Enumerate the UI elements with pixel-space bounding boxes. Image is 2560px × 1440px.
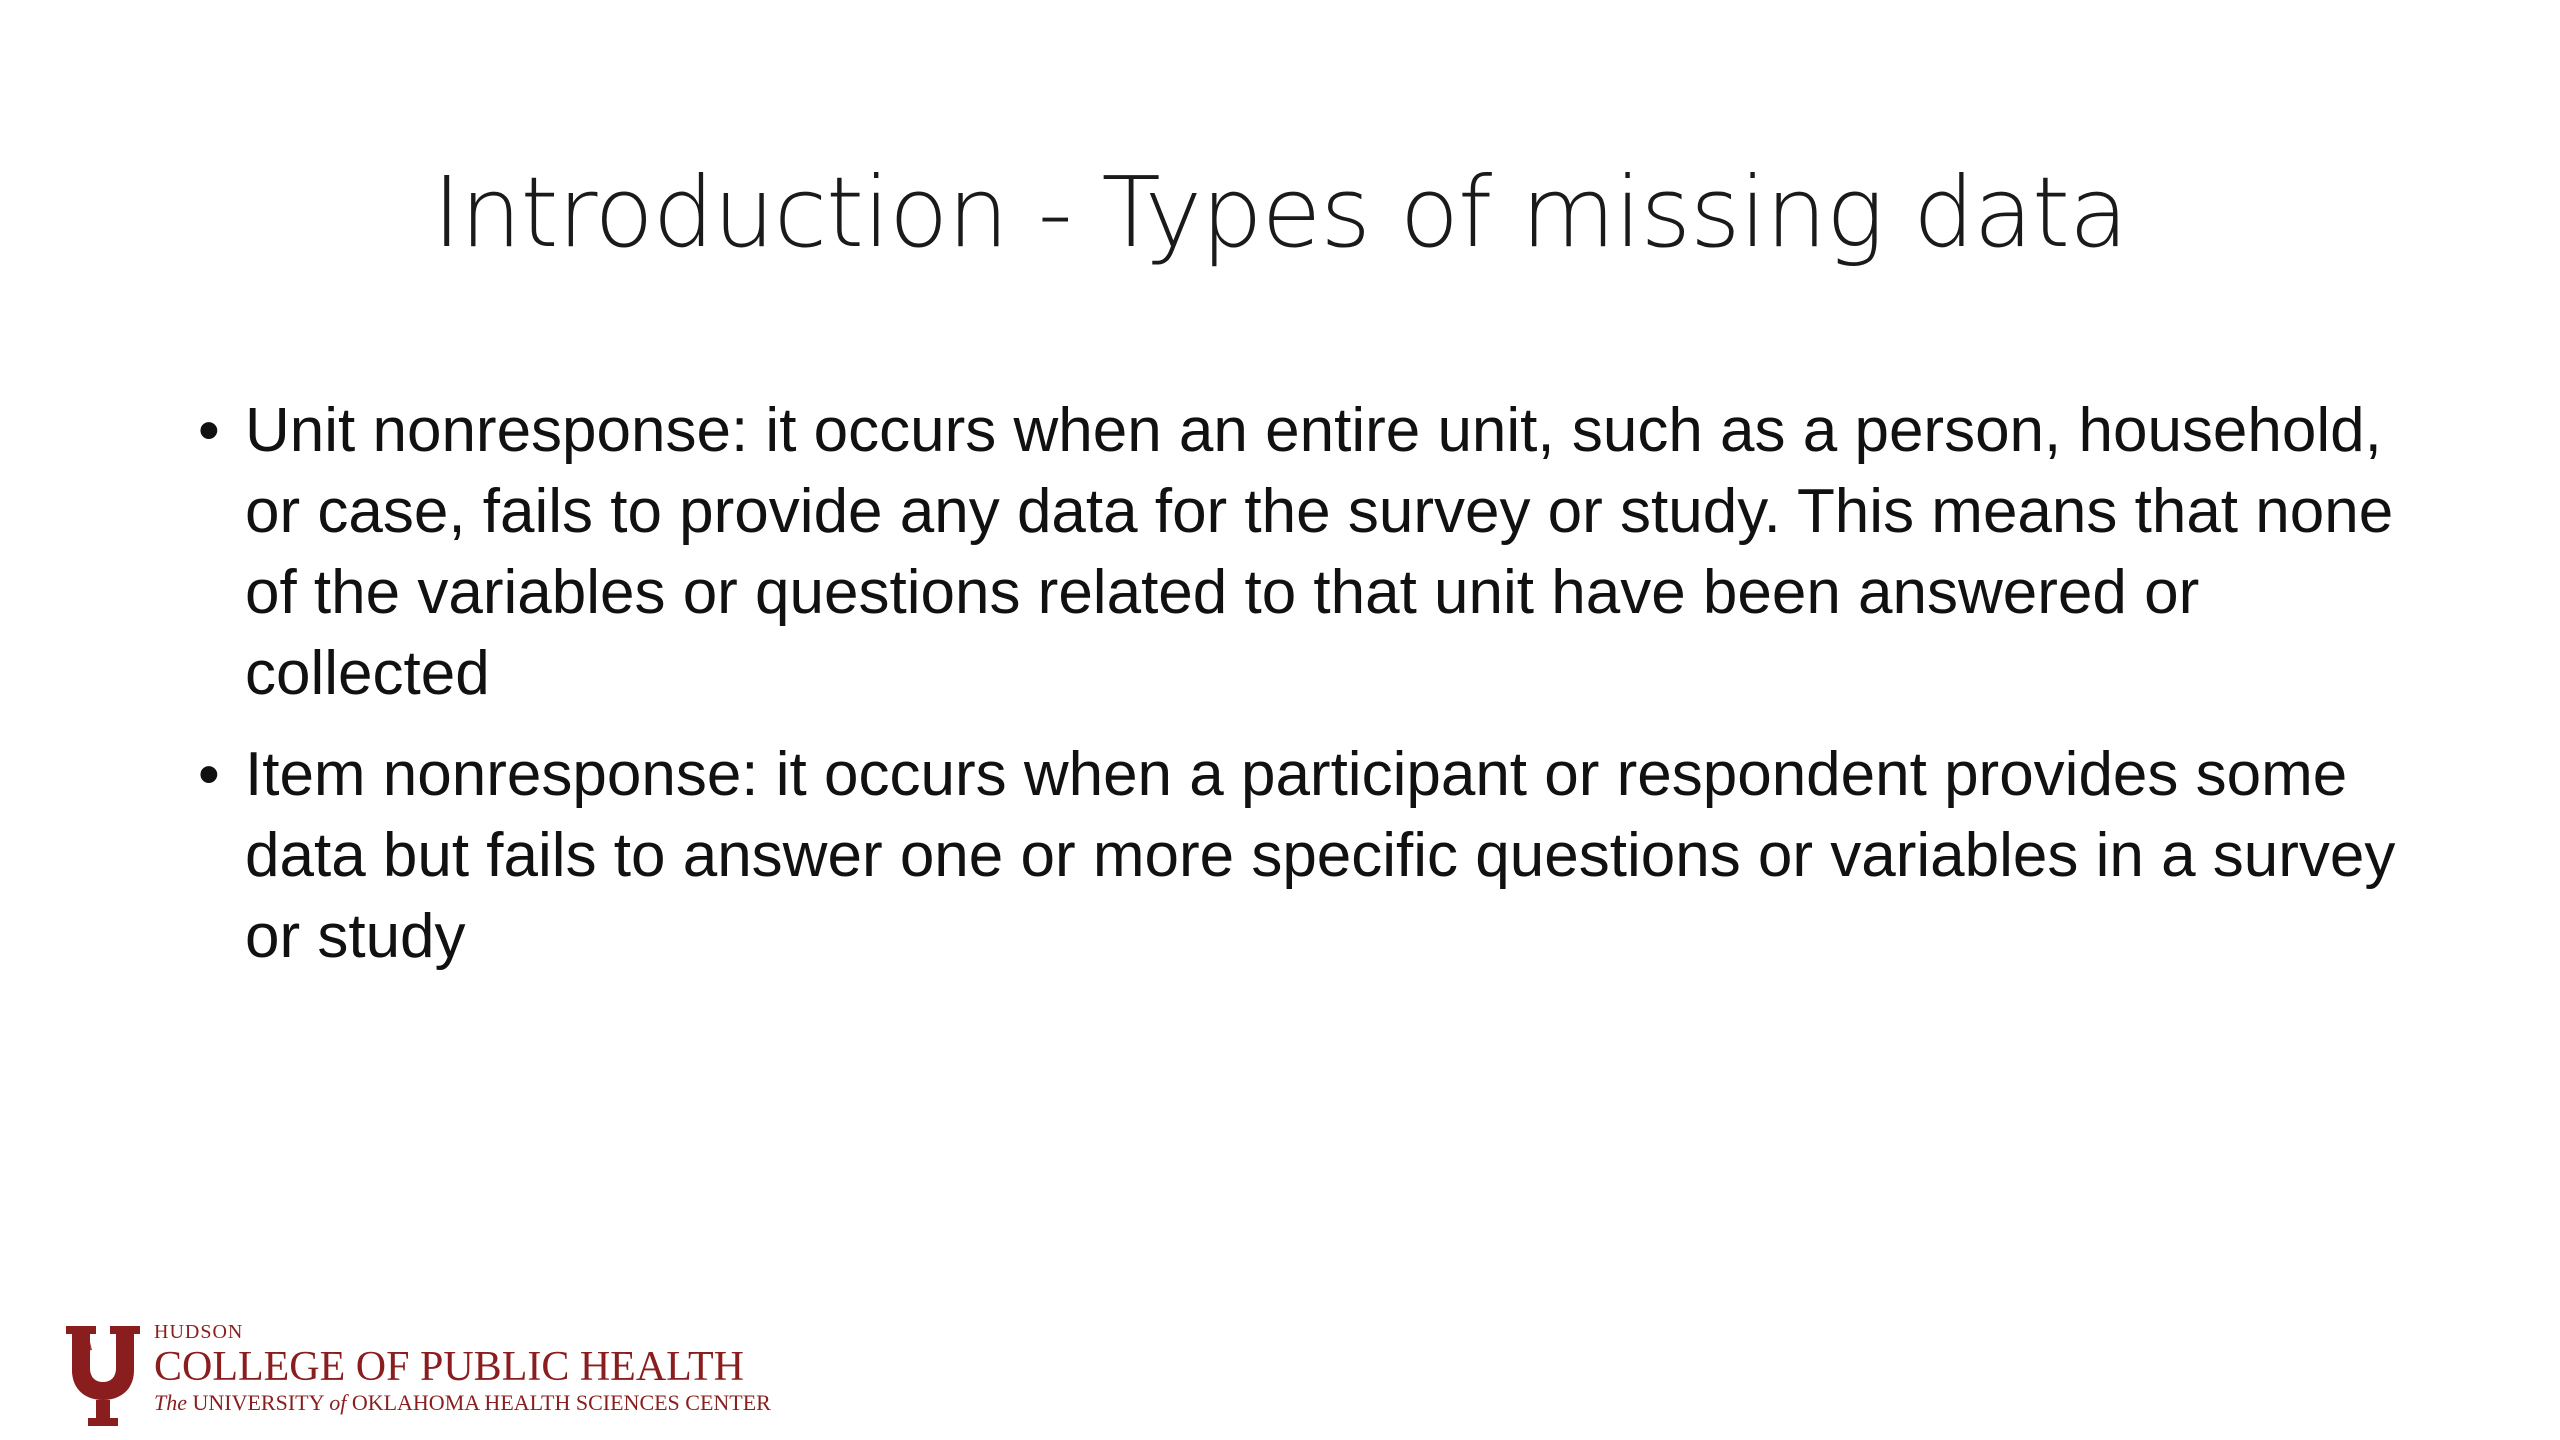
- bullet-text: Item nonresponse: it occurs when a participant or respondent provides some data but fails to answer one or more specific questions or variables in a survey or study: [245, 740, 2396, 971]
- logo-of-text: of: [329, 1390, 347, 1415]
- logo-college-text: COLLEGE OF PUBLIC HEALTH: [154, 1344, 744, 1390]
- bullet-marker: •: [198, 740, 220, 809]
- logo-university-line: [154, 1390, 771, 1416]
- logo-the-text: The: [154, 1390, 187, 1415]
- ou-monogram-icon: [60, 1320, 146, 1428]
- bullet-list: [190, 390, 2420, 997]
- slide-title: Introduction - Types of missing data: [432, 156, 2128, 269]
- logo-center-text: OKLAHOMA HEALTH SCIENCES CENTER: [351, 1390, 771, 1415]
- college-logo: [60, 1320, 800, 1430]
- logo-university-text: UNIVERSITY: [192, 1390, 324, 1415]
- logo-wordmark: [154, 1320, 771, 1416]
- bullet-text: Unit nonresponse: it occurs when an entire unit, such as a person, household, or case, fails to provide any data for the survey or study. This means that none of the variables or questions related to that unit have been answered or collected: [245, 396, 2394, 708]
- bullet-marker: •: [198, 396, 220, 465]
- bullet-item-unit-nonresponse: [190, 390, 2420, 714]
- bullet-item-item-nonresponse: [190, 734, 2420, 977]
- logo-hudson-text: HUDSON: [154, 1321, 244, 1343]
